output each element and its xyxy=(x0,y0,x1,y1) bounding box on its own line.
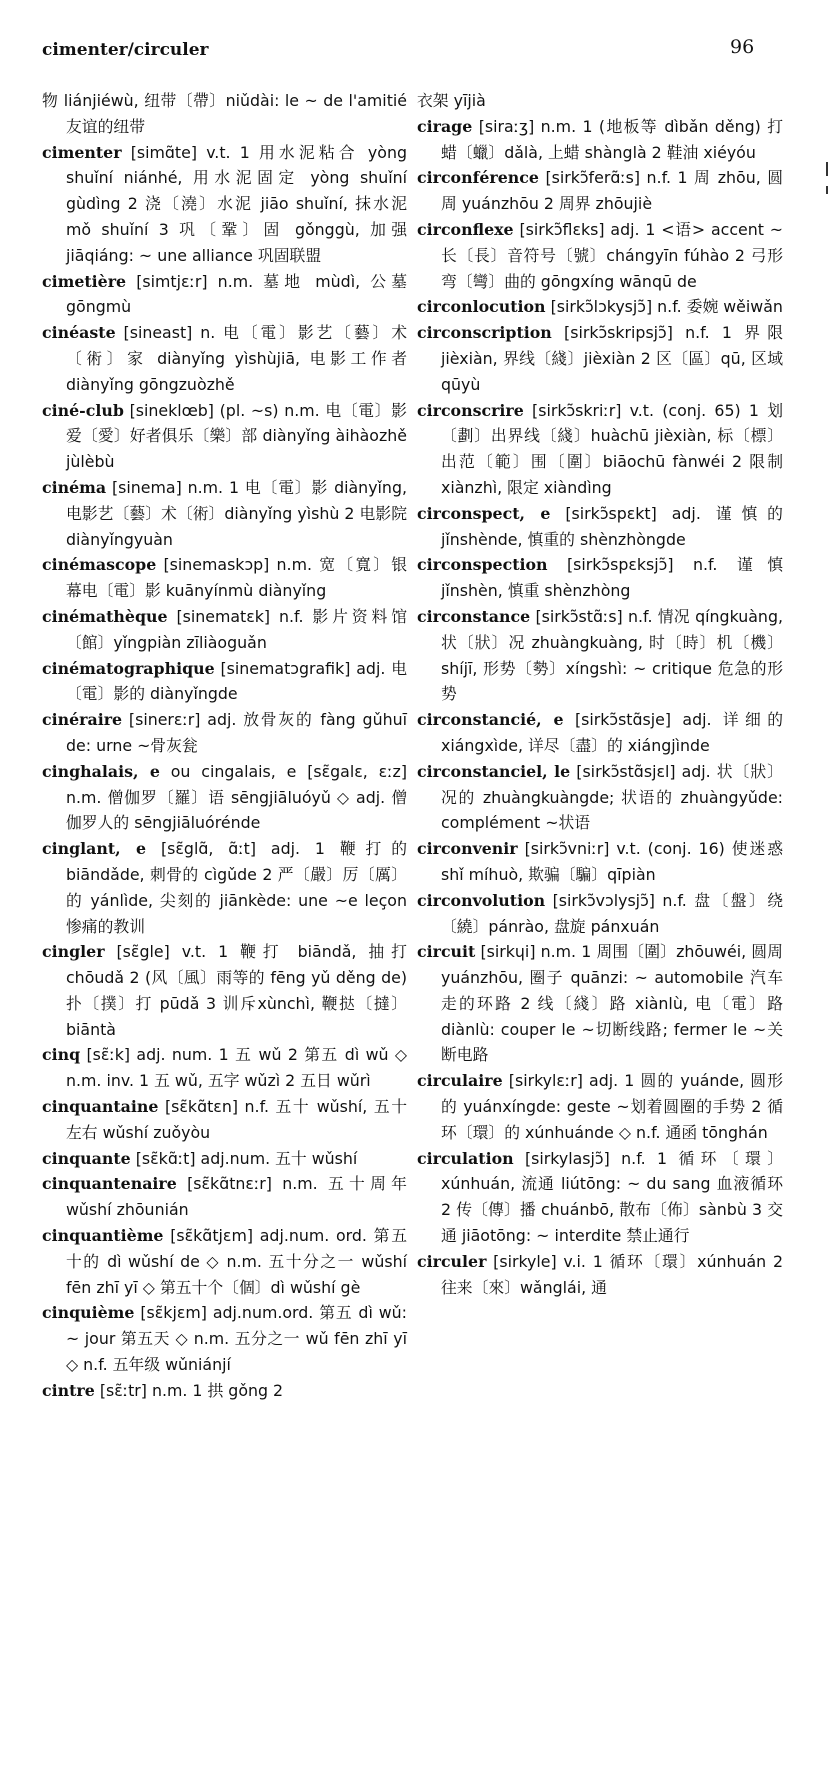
dictionary-entry xyxy=(42,88,407,140)
entry-headword: cinquantenaire xyxy=(42,1174,177,1194)
dictionary-entry xyxy=(42,269,407,321)
dictionary-entry xyxy=(417,707,783,759)
entry-headword: cinéaste xyxy=(42,323,116,343)
entry-headword: cinémascope xyxy=(42,555,157,575)
dictionary-entry xyxy=(42,604,407,656)
entry-body: [sirkɔ̃stɑ̃ːs] n.f. 情况 qíngkuàng, 状〔狀〕况 zhuàngkuàng, 时〔時〕机〔機〕shíjī, 形势〔勢〕xíngshì: ~ critique 危急的形势 xyxy=(441,606,783,704)
entry-body: [sirkɔ̃skripsjɔ̃] n.f. 1 界限 jièxiàn, 界线〔綫〕jièxiàn 2 区〔區〕qū, 区域 qūyù xyxy=(441,323,783,394)
running-head: cimenter/circuler xyxy=(42,40,209,60)
entry-body: [sɛ̃ːtr] n.m. 1 拱 gǒng 2 xyxy=(99,1380,284,1400)
dictionary-entry xyxy=(417,604,783,707)
dictionary-entry xyxy=(42,1378,407,1404)
entry-headword: circonlocution xyxy=(417,297,546,317)
entry-headword: circonstanciel, le xyxy=(417,761,571,781)
entry-headword: cintre xyxy=(42,1380,95,1400)
entry-headword: circonscription xyxy=(417,323,552,343)
entry-body: [simɑ̃te] v.t. 1 用水泥粘合 yòng shuǐní niánhé, 用水泥固定 yòng shuǐní gùdìng 2 浇〔澆〕水泥 jiāo shuǐní, 抹水泥 mǒ shuǐní 3 巩〔鞏〕固 gǒnggù, 加强 jiāqiáng: ~ une alliance 巩固联盟 xyxy=(66,142,407,265)
dictionary-entry xyxy=(417,320,783,397)
dictionary-entry xyxy=(417,1146,783,1249)
dictionary-entry xyxy=(417,552,783,604)
dictionary-entry xyxy=(42,836,407,939)
entry-headword: cinémathèque xyxy=(42,606,168,626)
dictionary-entry xyxy=(42,398,407,475)
entry-headword: circonstance xyxy=(417,606,531,626)
entry-body: [sɛ̃gle] v.t. 1 鞭打 biāndǎ, 抽打 chōudǎ 2 (风〔風〕雨等的 fēng yǔ děng de)扑〔撲〕打 pūdǎ 3 训斥xùnchì, 鞭挞〔撻〕biāntà xyxy=(66,942,407,1039)
dictionary-entry xyxy=(417,888,783,940)
entry-body: [sɛ̃kɑ̃ːt] adj.num. 五十 wǔshí xyxy=(135,1148,358,1168)
entry-body: [sinerɛːr] adj. 放骨灰的 fàng gǔhuī de: urne ~骨灰瓮 xyxy=(66,710,407,755)
entry-body: [sirkyle] v.i. 1 循环〔環〕xúnhuán 2 往来〔來〕wǎnglái, 通 xyxy=(441,1251,783,1297)
entry-body: [sinematɛk] n.f. 影片资料馆〔館〕yǐngpiàn zīliàoguǎn xyxy=(66,606,407,652)
entry-body: [sirkɔ̃lɔkysjɔ̃] n.f. 委婉 wěiwǎn xyxy=(550,297,783,317)
dictionary-entry xyxy=(417,398,783,501)
entry-headword: cinquième xyxy=(42,1303,135,1323)
dictionary-entry xyxy=(417,1068,783,1145)
entry-body: [siraːʒ] n.m. 1 (地板等 dìbǎn děng) 打蜡〔蠟〕dǎlà, 上蜡 shànglà 2 鞋油 xiéyóu xyxy=(441,116,784,162)
dictionary-entry xyxy=(42,320,407,397)
entry-body: [sirkɔ̃ferɑ̃ːs] n.f. 1 周 zhōu, 圆周 yuánzhōu 2 周界 zhōujiè xyxy=(441,168,783,214)
entry-headword: circulaire xyxy=(417,1071,503,1091)
entry-headword: circonstancié, e xyxy=(417,710,564,730)
entry-headword: circonvenir xyxy=(417,839,518,859)
entry-headword: circonspect, e xyxy=(417,503,551,523)
entry-body: [sirkylasjɔ̃] n.f. 1 循环〔環〕xúnhuán, 流通 liútōng: ~ du sang 血液循环 2 传〔傳〕播 chuánbō, 散布〔佈〕sànbù 3 交通 jiāotōng: ~ interdite 禁止通行 xyxy=(441,1148,783,1246)
entry-body: [sɛ̃ːk] adj. num. 1 五 wǔ 2 第五 dì wǔ ◇ n.m. inv. 1 五 wǔ, 五字 wǔzì 2 五日 wǔrì xyxy=(66,1045,408,1091)
dictionary-entry xyxy=(417,114,783,166)
entry-headword: circonspection xyxy=(417,555,548,575)
dictionary-entry xyxy=(417,294,783,320)
entry-body: [sɛ̃kɑ̃tnɛːr] n.m. 五十周年 wǔshí zhōunián xyxy=(66,1174,407,1220)
entry-headword: cirage xyxy=(417,116,473,136)
page-number: 96 xyxy=(730,36,755,58)
entry-headword: circulation xyxy=(417,1148,514,1168)
margin-mark xyxy=(826,186,828,194)
entry-headword: cinquante xyxy=(42,1148,131,1168)
entry-body: ou cingalais, e [sɛ̃galɛ, ɛːz] n.m. 僧伽罗〔羅〕语 sēngjiāluóyǔ ◇ adj. 僧伽罗人的 sēngjiāluórénde xyxy=(66,761,407,833)
entry-body: 衣架 yījià xyxy=(417,91,486,110)
dictionary-entry xyxy=(417,939,783,1068)
dictionary-entry xyxy=(42,1300,407,1377)
dictionary-entry xyxy=(417,217,783,294)
entry-headword: cinéraire xyxy=(42,710,123,730)
entry-headword: cinquantième xyxy=(42,1226,164,1246)
margin-mark xyxy=(826,162,828,176)
entry-headword: cinghalais, e xyxy=(42,761,160,781)
entry-headword: cinq xyxy=(42,1045,81,1065)
dictionary-entry xyxy=(42,475,407,552)
entry-headword: circuit xyxy=(417,942,476,962)
entry-body: [sɛ̃glɑ̃, ɑ̃ːt] adj. 1 鞭打的 biāndǎde, 刺骨的 cìgǔde 2 严〔嚴〕厉〔厲〕的 yánlìde, 尖刻的 jiānkède: une ~e leçon 惨痛的教训 xyxy=(66,839,407,936)
dictionary-entry xyxy=(417,836,783,888)
entry-body: [sirkɥi] n.m. 1 周围〔圍〕zhōuwéi, 圆周 yuánzhōu, 圈子 quānzi: ~ automobile 汽车走的环路 2 线〔綫〕路 xiànlù, 电〔電〕路 diànlù: couper le ~切断线路; fermer le ~关断电路 xyxy=(441,942,783,1065)
entry-body: [sinema] n.m. 1 电〔電〕影 diànyǐng, 电影艺〔藝〕术〔術〕diànyǐng yìshù 2 电影院 diànyǐngyuàn xyxy=(66,477,407,549)
entry-body: 物 liánjiéwù, 纽带〔帶〕niǔdài: le ~ de l'amitié 友谊的纽带 xyxy=(42,91,407,136)
entry-headword: cimenter xyxy=(42,142,122,162)
entry-body: [sirkylɛːr] adj. 1 圆的 yuánde, 圆形的 yuánxíngde: geste ~划着圆圈的手势 2 循环〔環〕的 xúnhuánde ◇ n.f. 通函 tōnghán xyxy=(441,1071,783,1142)
entry-headword: ciné-club xyxy=(42,400,124,420)
entry-body: [sirkɔ̃stɑ̃sjɛl] adj. 状〔狀〕况的 zhuàngkuàngde; 状语的 zhuàngyǔde: complément ~状语 xyxy=(441,761,783,833)
entry-body: [sineklœb] (pl. ~s) n.m. 电〔電〕影爱〔愛〕好者俱乐〔樂〕部 diànyǐng àihàozhě jùlèbù xyxy=(66,400,407,472)
entry-headword: cinéma xyxy=(42,477,107,497)
entry-headword: circonférence xyxy=(417,168,539,188)
dictionary-entry xyxy=(417,1249,783,1301)
entry-body: [sirkɔ̃spɛkt] adj. 谨慎的 jǐnshènde, 慎重的 shènzhòngde xyxy=(441,503,783,549)
dictionary-entry xyxy=(42,1171,407,1223)
entry-body: [sirkɔ̃stɑ̃sje] adj. 详细的 xiángxìde, 详尽〔盡〕的 xiángjìnde xyxy=(441,710,784,755)
entry-headword: circuler xyxy=(417,1251,487,1271)
dictionary-entry xyxy=(42,656,407,708)
entry-headword: circonflexe xyxy=(417,219,514,239)
entry-body: [sinemaskɔp] n.m. 宽〔寬〕银幕电〔電〕影 kuānyínmù diànyǐng xyxy=(66,555,407,601)
dictionary-entry xyxy=(42,939,407,1042)
dictionary-entry xyxy=(42,1223,407,1300)
dictionary-entry xyxy=(417,759,783,836)
entry-body: [sɛ̃kɑ̃tɛn] n.f. 五十 wǔshí, 五十左右 wǔshí zuǒyòu xyxy=(66,1097,407,1142)
entry-headword: cinématographique xyxy=(42,658,215,678)
entry-body: [sineast] n. 电〔電〕影艺〔藝〕术〔術〕家 diànyǐng yìshùjiā, 电影工作者 diànyǐng gōngzuòzhě xyxy=(66,323,407,394)
entry-headword: circonscrire xyxy=(417,400,524,420)
dictionary-entry xyxy=(42,1094,407,1146)
entry-body: [sirkɔ̃vɔlysjɔ̃] n.f. 盘〔盤〕绕〔繞〕pánrào, 盘旋 pánxuán xyxy=(441,890,783,936)
entry-body: [sirkɔ̃spɛksjɔ̃] n.f. 谨慎 jǐnshèn, 慎重 shènzhòng xyxy=(441,555,783,601)
left-column xyxy=(42,88,407,1404)
entry-headword: cingler xyxy=(42,942,105,962)
entry-body: [sirkɔ̃skriːr] v.t. (conj. 65) 1 划〔劃〕出界线〔綫〕huàchū jièxiàn, 标〔標〕出范〔範〕围〔圍〕biāochū fànwéi 2 限制 xiànzhì, 限定 xiàndìng xyxy=(441,400,783,497)
entry-body: [simtjɛːr] n.m. 墓地 mùdì, 公墓 gōngmù xyxy=(66,271,407,317)
dictionary-entry xyxy=(42,1042,407,1094)
dictionary-entry xyxy=(42,1146,407,1172)
dictionary-entry xyxy=(42,140,407,269)
entry-body: [sɛ̃kjɛm] adj.num.ord. 第五 dì wǔ: ~ jour 第五天 ◇ n.m. 五分之一 wǔ fēn zhī yī ◇ n.f. 五年级 wǔniánjí xyxy=(66,1303,407,1375)
entry-body: [sɛ̃kɑ̃tjɛm] adj.num. ord. 第五十的 dì wǔshí de ◇ n.m. 五十分之一 wǔshí fēn zhī yī ◇ 第五十个〔個〕dì wǔshí gè xyxy=(66,1226,407,1297)
dictionary-entry xyxy=(417,501,783,553)
entry-headword: circonvolution xyxy=(417,890,546,910)
entry-body: [sirkɔ̃flɛks] adj. 1 <语> accent ~长〔長〕音符号〔號〕chángyīn fúhào 2 弓形弯〔彎〕曲的 gōngxíng wānqū de xyxy=(441,219,783,291)
dictionary-entry xyxy=(42,759,407,836)
right-column xyxy=(417,88,783,1300)
dictionary-entry xyxy=(417,165,783,217)
entry-headword: cimetière xyxy=(42,271,127,291)
dictionary-entry xyxy=(417,88,783,114)
entry-body: [sirkɔ̃vniːr] v.t. (conj. 16) 使迷惑 shǐ míhuò, 欺骗〔騙〕qīpiàn xyxy=(441,839,783,884)
entry-headword: cinglant, e xyxy=(42,839,147,859)
dictionary-entry xyxy=(42,552,407,604)
entry-body: [sinematɔgrafik] adj. 电〔電〕影的 diànyǐngde xyxy=(66,658,407,704)
dictionary-entry xyxy=(42,707,407,759)
entry-headword: cinquantaine xyxy=(42,1097,159,1117)
